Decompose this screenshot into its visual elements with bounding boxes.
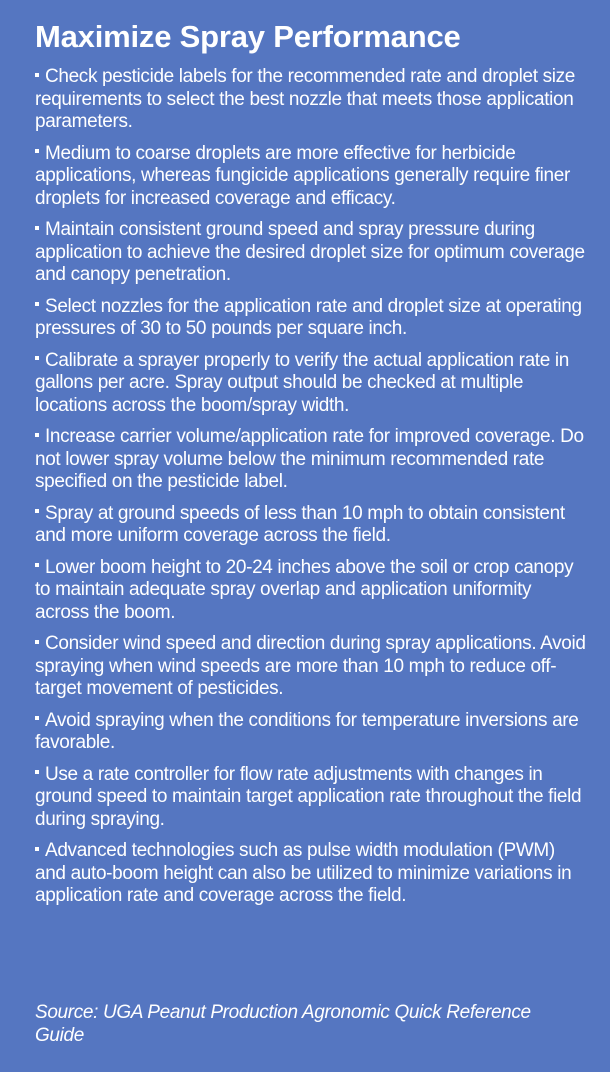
tip-item <box>35 764 588 832</box>
bullet-icon <box>35 226 39 230</box>
bullet-icon <box>35 149 39 153</box>
bullet-icon <box>35 302 39 306</box>
bullet-icon <box>35 73 39 77</box>
bullet-icon <box>35 356 39 360</box>
tip-text: Lower boom height to 20-24 inches above the soil or crop canopy to maintain adequate spray overlap and application uniformity across the boom. <box>35 556 574 623</box>
tip-text: Avoid spraying when the conditions for temperature inversions are favorable. <box>35 709 579 753</box>
tip-text: Maintain consistent ground speed and spray pressure during application to achieve the desired droplet size for optimum coverage and canopy penetration. <box>35 219 585 285</box>
tip-item <box>35 350 588 418</box>
bullet-icon <box>35 509 39 513</box>
tip-item <box>35 503 588 548</box>
tip-item <box>35 219 588 287</box>
tip-text: Calibrate a sprayer properly to verify the actual application rate in gallons per acre. Spray output should be checked at multiple locations across the boom/spray width. <box>35 349 569 416</box>
source-citation: Source: UGA Peanut Production Agronomic Quick Reference Guide <box>35 1002 531 1046</box>
bullet-icon <box>35 847 39 851</box>
tip-text: Increase carrier volume/application rate for improved coverage. Do not lower spray volume below the minimum recommended rate specified on the pesticide label. <box>35 426 584 492</box>
tip-text: Spray at ground speeds of less than 10 mph to obtain consistent and more uniform coverage across the field. <box>35 502 565 546</box>
tip-item <box>35 633 588 701</box>
tip-item <box>35 557 588 625</box>
tip-item <box>35 296 588 341</box>
tip-item <box>35 710 588 755</box>
bullet-icon <box>35 640 39 644</box>
tip-text: Advanced technologies such as pulse width modulation (PWM) and auto-boom height can also be utilized to minimize variations in application rate and coverage across the field. <box>35 840 572 906</box>
tip-list <box>35 66 588 908</box>
tip-item <box>35 66 588 134</box>
tip-text: Medium to coarse droplets are more effective for herbicide applications, whereas fungicide applications generally require finer droplets for increased coverage and efficacy. <box>35 142 570 209</box>
bullet-icon <box>35 563 39 567</box>
bullet-icon <box>35 770 39 774</box>
tip-item <box>35 143 588 211</box>
tip-text: Consider wind speed and direction during spray applications. Avoid spraying when wind speeds are more than 10 mph to reduce off-target movement of pesticides. <box>35 633 586 699</box>
tip-text: Select nozzles for the application rate and droplet size at operating pressures of 30 to 50 pounds per square inch. <box>35 295 582 339</box>
tip-text: Check pesticide labels for the recommended rate and droplet size requirements to select the best nozzle that meets those application parameters. <box>35 66 575 132</box>
tip-item <box>35 426 588 494</box>
bullet-icon <box>35 433 39 437</box>
page-title: Maximize Spray Performance <box>35 19 461 54</box>
tip-text: Use a rate controller for flow rate adjustments with changes in ground speed to maintain target application rate throughout the field during spraying. <box>35 763 582 830</box>
bullet-icon <box>35 716 39 720</box>
tip-item <box>35 840 588 908</box>
